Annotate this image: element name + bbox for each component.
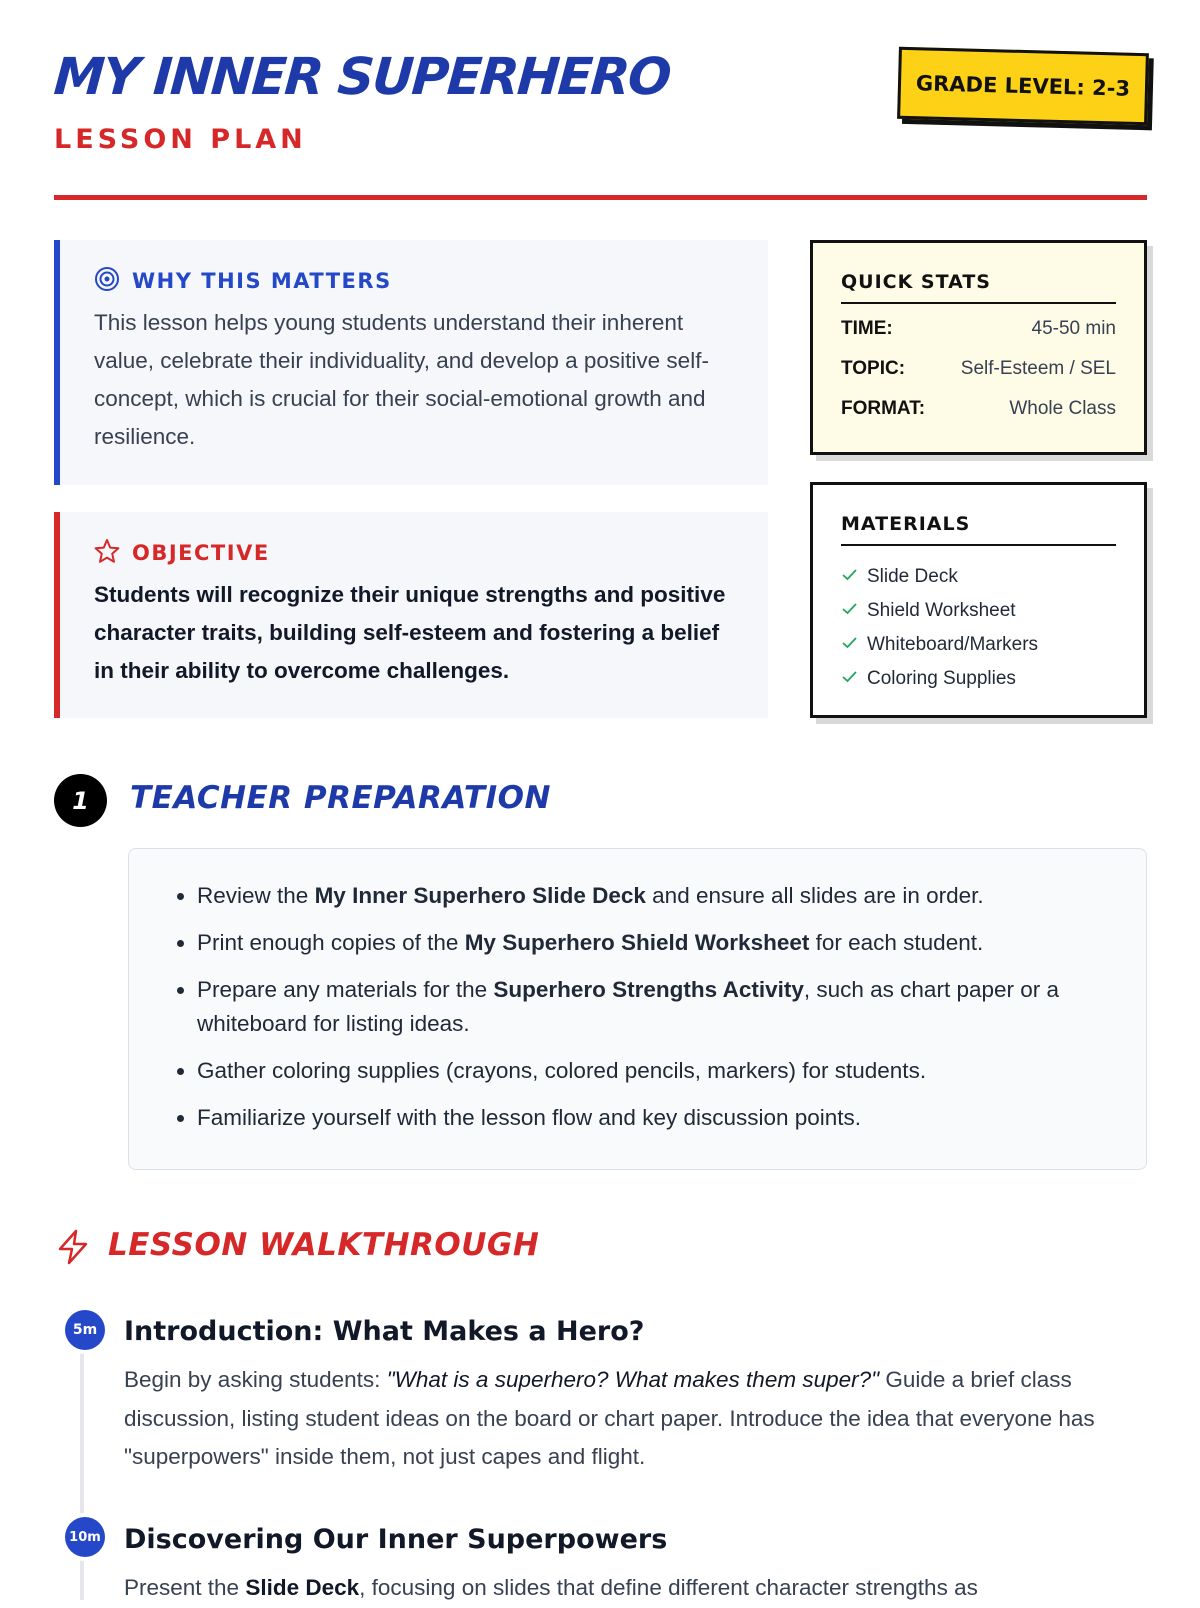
step-bold-text: Slide Deck xyxy=(245,1575,360,1600)
check-icon xyxy=(841,566,858,589)
step-quote: "What is a superhero? What makes them super?" xyxy=(386,1367,880,1392)
timeline-line xyxy=(80,1330,84,1600)
step-description xyxy=(124,1569,1124,1608)
quick-stats-title: QUICK STATS xyxy=(841,271,1116,304)
stat-row-topic xyxy=(841,358,1116,384)
item-text: Review the xyxy=(197,883,315,908)
check-icon xyxy=(841,668,858,691)
objective-heading-row xyxy=(94,538,744,568)
stat-value: 45-50 min xyxy=(1031,318,1116,339)
grade-level-badge xyxy=(897,47,1149,126)
item-text: Prepare any materials for the xyxy=(197,977,494,1002)
step-duration-badge: 5m xyxy=(65,1310,105,1350)
stat-row-time xyxy=(841,318,1116,344)
item-text: and ensure all slides are in order. xyxy=(645,883,984,908)
step-text: , focusing on slides that define different character strengths as xyxy=(359,1575,978,1600)
item-bold-text: My Inner Superhero Slide Deck xyxy=(314,883,646,908)
material-label: Whiteboard/Markers xyxy=(867,634,1039,655)
stat-row-format xyxy=(841,398,1116,424)
item-text: Print enough copies of the xyxy=(197,930,465,955)
materials-box xyxy=(810,482,1147,718)
lesson-walkthrough-title: LESSON WALKTHROUGH xyxy=(108,1227,540,1263)
material-label: Coloring Supplies xyxy=(867,668,1016,689)
quick-stats-box xyxy=(810,240,1147,455)
step-text: Guide a brief class discussion, listing student ideas on the board or chart paper. Introduce the idea that everyone has "superpowers" inside them, not just capes and flight. xyxy=(124,1367,1095,1469)
material-label: Shield Worksheet xyxy=(867,600,1016,621)
step-title: Discovering Our Inner Superpowers xyxy=(124,1524,668,1555)
list-item xyxy=(197,879,1106,913)
item-text: , such as chart paper or a whiteboard for listing ideas. xyxy=(197,977,1060,1036)
check-icon xyxy=(841,634,858,657)
materials-list xyxy=(841,560,1116,696)
objective-heading: OBJECTIVE xyxy=(132,541,270,565)
lightning-icon xyxy=(54,1228,92,1271)
section-number-badge: 1 xyxy=(54,774,107,827)
step-title: Introduction: What Makes a Hero? xyxy=(124,1316,645,1347)
list-item xyxy=(197,1054,1106,1088)
why-text: This lesson helps young students understand their inherent value, celebrate their individuality, and develop a positive self-concept, which is crucial for their social-emotional growth and resilience. xyxy=(94,310,709,449)
page-subtitle: LESSON PLAN xyxy=(54,124,307,155)
why-heading: WHY THIS MATTERS xyxy=(132,269,392,293)
list-item xyxy=(197,926,1106,960)
item-text: for each student. xyxy=(809,930,984,955)
stat-key: FORMAT: xyxy=(841,398,926,419)
why-this-matters-card xyxy=(54,240,768,485)
materials-title: MATERIALS xyxy=(841,513,1116,546)
item-bold-text: My Superhero Shield Worksheet xyxy=(464,930,810,955)
list-item xyxy=(841,662,1116,696)
stat-value: Whole Class xyxy=(1009,398,1116,419)
step-text: Begin by asking students: xyxy=(124,1367,387,1392)
stat-key: TOPIC: xyxy=(841,358,906,379)
teacher-preparation-title: TEACHER PREPARATION xyxy=(130,780,551,816)
why-heading-row xyxy=(94,266,744,296)
objective-card xyxy=(54,512,768,718)
preparation-list xyxy=(129,849,1146,1135)
teacher-preparation-box xyxy=(128,848,1147,1170)
step-duration-badge: 10m xyxy=(65,1517,105,1557)
list-item xyxy=(841,594,1116,628)
target-icon xyxy=(94,266,120,297)
grade-badge-label: GRADE LEVEL: 2-3 xyxy=(897,47,1149,126)
item-bold-text: Superhero Strengths Activity xyxy=(493,977,804,1002)
list-item xyxy=(197,973,1106,1041)
list-item xyxy=(841,560,1116,594)
step-text: Present the xyxy=(124,1575,246,1600)
star-icon xyxy=(94,538,120,569)
step-description xyxy=(124,1361,1124,1477)
list-item xyxy=(197,1101,1106,1135)
stat-key: TIME: xyxy=(841,318,893,339)
material-label: Slide Deck xyxy=(867,566,958,587)
page-title: MY INNER SUPERHERO xyxy=(51,48,672,107)
header-divider xyxy=(54,195,1147,200)
item-text: Familiarize yourself with the lesson flow and key discussion points. xyxy=(197,1105,862,1130)
check-icon xyxy=(841,600,858,623)
objective-text: Students will recognize their unique strengths and positive character traits, building self-esteem and fostering a belief in their ability to overcome challenges. xyxy=(94,582,726,683)
item-text: Gather coloring supplies (crayons, colored pencils, markers) for students. xyxy=(197,1058,927,1083)
stat-value: Self-Esteem / SEL xyxy=(960,358,1116,379)
list-item xyxy=(841,628,1116,662)
